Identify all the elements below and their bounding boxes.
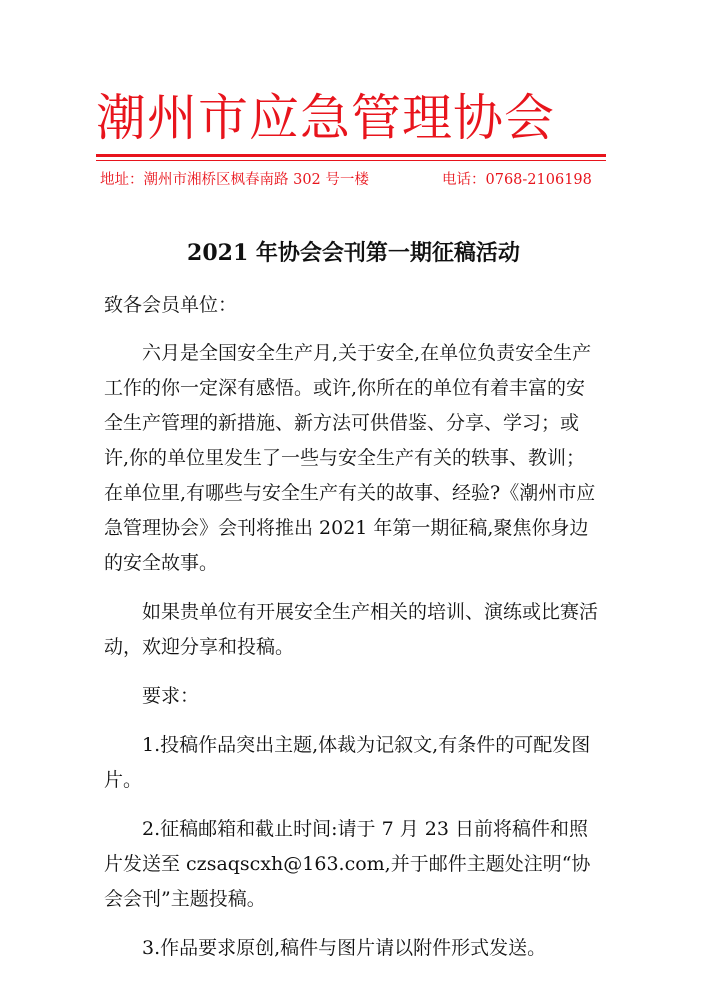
salutation: 致各会员单位： (104, 294, 238, 316)
requirements-heading: 要求： (142, 685, 200, 707)
requirement-2: 2.征稿邮箱和截止时间:请于 7 月 23 日前将稿件和照片发送至 czsaqscxh@163.com,并于邮件主题处注明“协会会刊”主题投稿。 (104, 818, 591, 910)
document-title: 2021 年协会会刊第一期征稿活动 (187, 240, 520, 266)
letterhead-address: 地址：潮州市湘桥区枫春南路 302 号一楼 (100, 172, 369, 188)
document-body (104, 290, 604, 966)
paragraph-intro: 六月是全国安全生产月,关于安全,在单位负责安全生产工作的你一定深有感悟。或许,你所在的单位有着丰富的安全生产管理的新措施、新方法可供借鉴、分享、学习；或许,你的单位里发生了一些与安全生产有关的轶事、教训；在单位里,有哪些与安全生产有关的故事、经验?《潮州市应急管理协会》会刊将推出 2021 年第一期征稿,聚焦你身边的安全故事。 (104, 342, 596, 574)
letterhead-divider-thin (96, 160, 606, 161)
letterhead-divider-thick (96, 154, 606, 157)
letterhead-org-name: 潮州市应急管理协会 (96, 89, 555, 147)
requirement-3: 3.作品要求原创,稿件与图片请以附件形式发送。 (142, 937, 547, 959)
paragraph-invitation: 如果贵单位有开展安全生产相关的培训、演练或比赛活动，欢迎分享和投稿。 (104, 601, 599, 658)
letterhead-phone: 电话：0768-2106198 (442, 172, 592, 188)
requirement-1: 1.投稿作品突出主题,体裁为记叙文,有条件的可配发图片。 (104, 734, 591, 791)
